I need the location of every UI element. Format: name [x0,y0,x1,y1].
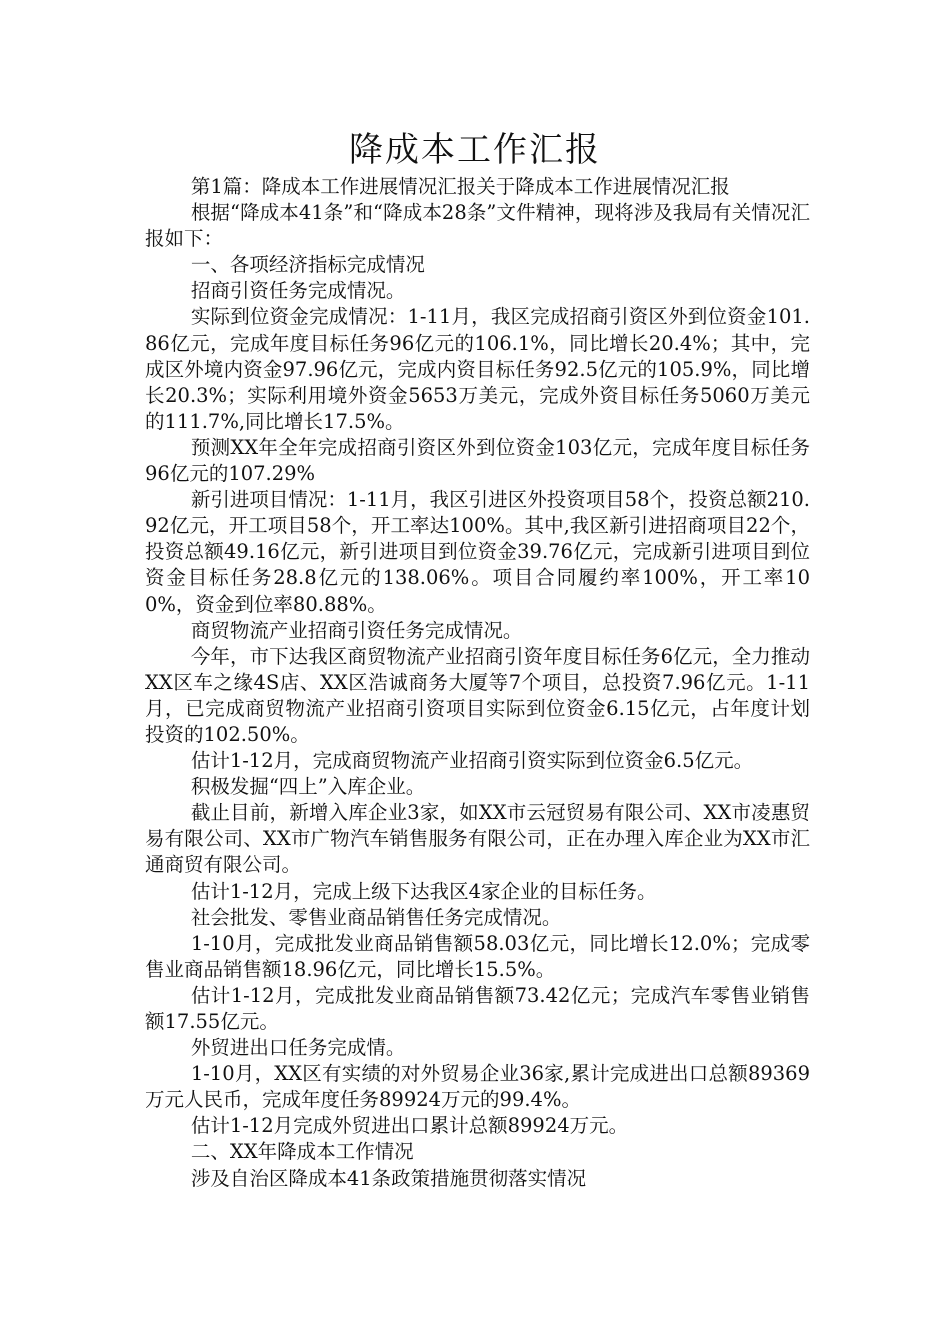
paragraph: 根据“降成本41条”和“降成本28条”文件精神，现将涉及我局有关情况汇报如下： [145,201,810,251]
paragraph: 估计1-12月完成外贸进出口累计总额89924万元。 [190,1114,629,1138]
paragraph: 估计1-12月，完成商贸物流产业招商引资实际到位资金6.5亿元。 [190,749,754,773]
paragraph: 估计1-12月，完成上级下达我区4家企业的目标任务。 [190,879,657,903]
paragraph: 实际到位资金完成情况：1-11月，我区完成招商引资区外到位资金101.86亿元，完成年度目标任务96亿元的106.1%，同比增长20.4%；其中，完成区外境内资金97.96亿元，完成内资目标任务92.5亿元的105.9%，同比增长20.3%；实际利用境外资金5653万美元，完成外资目标任务5060万美元的111.7%,同比增长17.5%。 [145,305,810,433]
subsection-heading: 商贸物流产业招商引资任务完成情况。 [190,618,523,642]
section-heading: 一、各项经济指标完成情况 [190,253,425,277]
subsection-heading: 社会批发、零售业商品销售任务完成情况。 [190,905,562,929]
section-heading: 二、XX年降成本工作情况 [190,1140,414,1164]
document-title: 降成本工作汇报 [349,130,601,170]
paragraph: 预测XX年全年完成招商引资区外到位资金103亿元，完成年度目标任务96亿元的107.29% [145,435,810,486]
paragraph: 1-10月，完成批发业商品销售额58.03亿元，同比增长12.0%；完成零售业商品销售额18.96亿元，同比增长15.5%。 [145,931,810,981]
subsection-heading: 涉及自治区降成本41条政策措施贯彻落实情况 [190,1166,587,1190]
paragraph: 截止目前，新增入库企业3家，如XX市云冠贸易有限公司、XX市凌惠贸易有限公司、XX市广物汽车销售服务有限公司，正在办理入库企业为XX市汇通商贸有限公司。 [145,801,810,877]
paragraph: 1-10月，XX区有实绩的对外贸易企业36家,累计完成进出口总额89369万元人民币，完成年度任务89924万元的99.4%。 [145,1062,810,1112]
document-body [145,174,810,1192]
subsection-heading: 招商引资任务完成情况。 [190,279,406,303]
paragraph: 估计1-12月，完成批发业商品销售额73.42亿元；完成汽车零售业销售额17.55亿元。 [145,983,810,1033]
paragraph: 新引进项目情况：1-11月，我区引进区外投资项目58个，投资总额210.92亿元，开工项目58个，开工率达100%。其中,我区新引进招商项目22个，投资总额49.16亿元，新引进项目到位资金39.76亿元，完成新引进项目到位资金目标任务28.8亿元的138.06%。项目合同履约率100%，开工率100%，资金到位率80.88%。 [145,488,810,616]
paragraph: 今年，市下达我区商贸物流产业招商引资年度目标任务6亿元，全力推动XX区车之缘4S店、XX区浩诚商务大厦等7个项目，总投资7.96亿元。1-11月，已完成商贸物流产业招商引资项目实际到位资金6.15亿元，占年度计划投资的102.50%。 [145,644,810,746]
subsection-heading: 积极发掘“四上”入库企业。 [190,775,426,799]
subsection-heading: 外贸进出口任务完成情。 [190,1036,406,1060]
paragraph: 第1篇：降成本工作进展情况汇报关于降成本工作进展情况汇报 [190,175,730,198]
